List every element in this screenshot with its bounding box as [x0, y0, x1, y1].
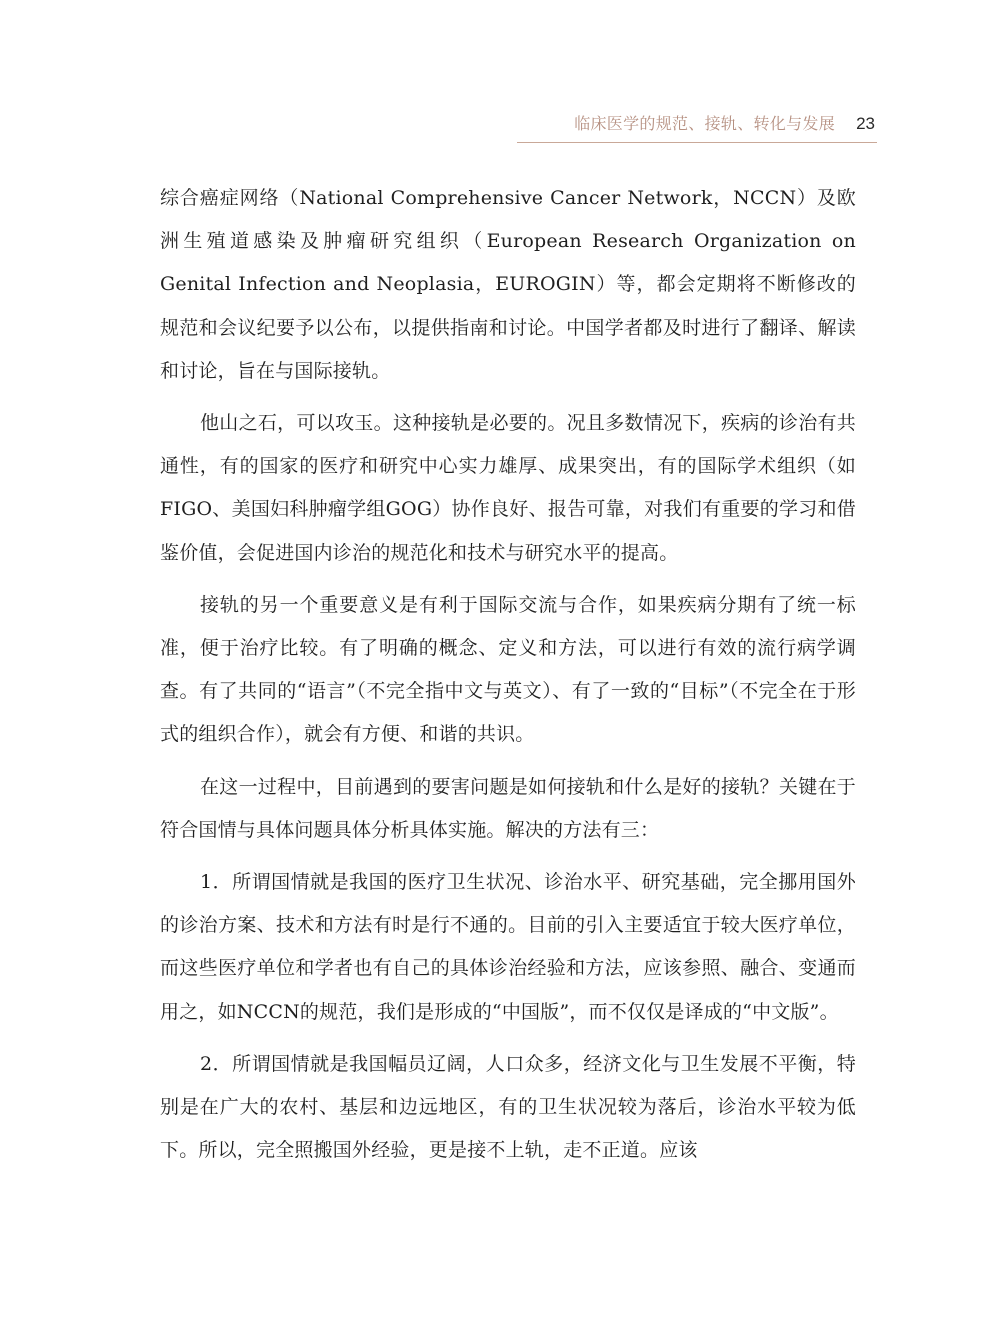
paragraph-5: 1．所谓国情就是我国的医疗卫生状况、诊治水平、研究基础，完全挪用国外的诊治方案、技术和方法有时是行不通的。目前的引入主要适宜于较大医疗单位，而这些医疗单位和学者也有自己的具体诊治经验和方法，应该参照、融合、变通而用之，如NCCN的规范，我们是形成的“中国版”，而不仅仅是译成的“中文版”。	[160, 871, 856, 1023]
page-number: 23	[856, 114, 875, 133]
paragraph-4: 在这一过程中，目前遇到的要害问题是如何接轨和什么是好的接轨？关键在于符合国情与具体问题具体分析具体实施。解决的方法有三：	[160, 775, 856, 841]
body-text	[160, 177, 856, 1181]
paragraph-1: 综合癌症网络（National Comprehensive Cancer Network，NCCN）及欧洲生殖道感染及肿瘤研究组织（European Research Organization on Genital Infection and Neoplasia，EUROGIN）等，都会定期将不断修改的规范和会议纪要予以公布，以提供指南和讨论。中国学者都及时进行了翻译、解读和讨论，旨在与国际接轨。	[160, 187, 856, 382]
paragraph-2: 他山之石，可以攻玉。这种接轨是必要的。况且多数情况下，疾病的诊治有共通性，有的国家的医疗和研究中心实力雄厚、成果突出，有的国际学术组织（如FIGO、美国妇科肿瘤学组GOG）协作良好、报告可靠，对我们有重要的学习和借鉴价值，会促进国内诊治的规范化和技术与研究水平的提高。	[160, 412, 856, 564]
running-title: 临床医学的规范、接轨、转化与发展	[574, 114, 835, 133]
paragraph-3: 接轨的另一个重要意义是有利于国际交流与合作，如果疾病分期有了统一标准，便于治疗比较。有了明确的概念、定义和方法，可以进行有效的流行病学调查。有了共同的“语言”（不完全指中文与英文）、有了一致的“目标”（不完全在于形式的组织合作），就会有方便、和谐的共识。	[160, 593, 856, 746]
running-header	[517, 112, 877, 143]
paragraph-6: 2．所谓国情就是我国幅员辽阔，人口众多，经济文化与卫生发展不平衡，特别是在广大的农村、基层和边远地区，有的卫生状况较为落后，诊治水平较为低下。所以，完全照搬国外经验，更是接不上轨，走不正道。应该	[160, 1052, 856, 1162]
